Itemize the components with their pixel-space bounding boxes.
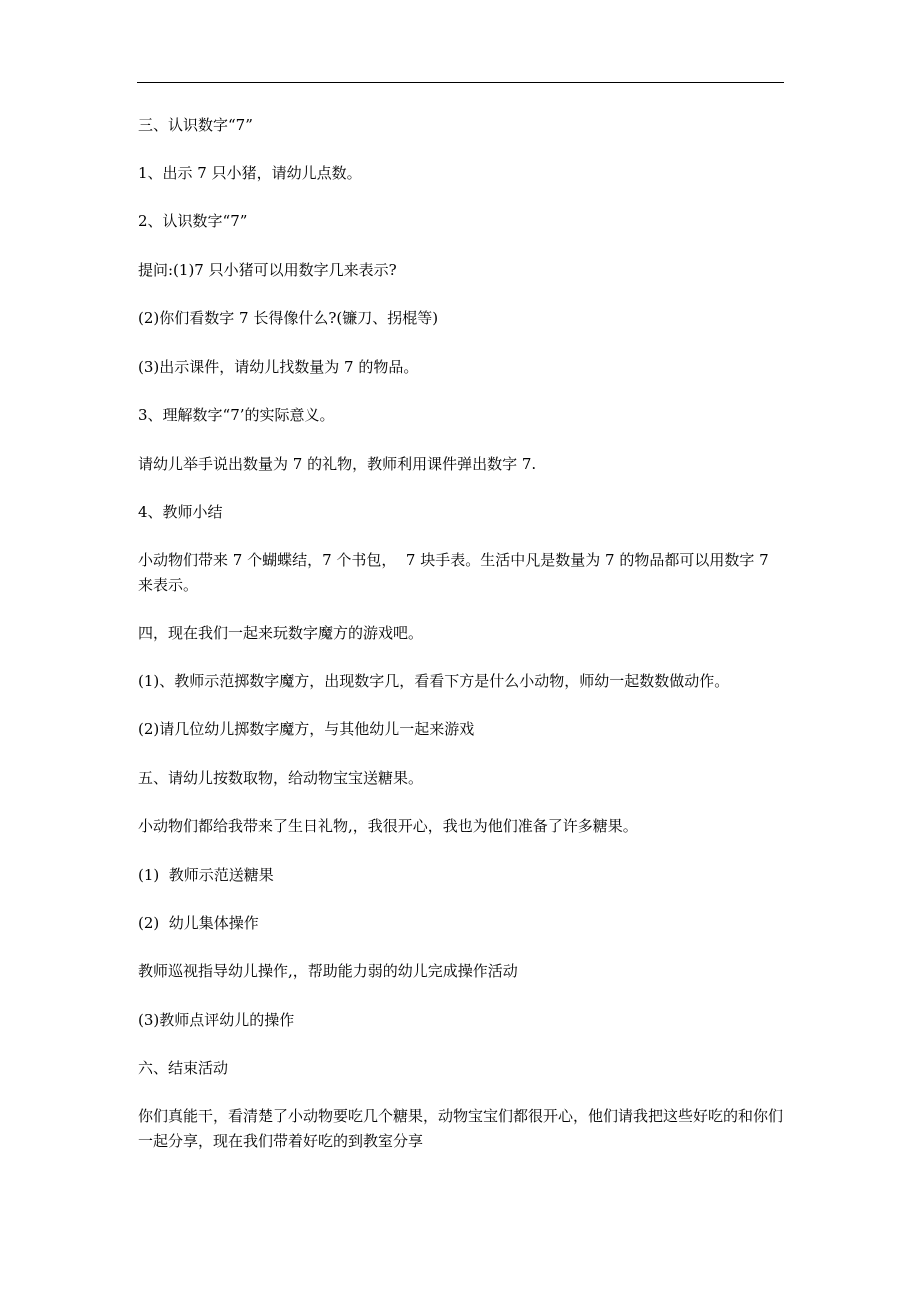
candy-step-3: (3)教师点评幼儿的操作 xyxy=(138,1011,295,1029)
teacher-guidance: 教师巡视指导幼儿操作,，帮助能力弱的幼儿完成操作活动 xyxy=(138,962,518,980)
game-step-1: (1)、教师示范掷数字魔方，出现数字几，看看下方是什么小动物，师幼一起数数做动作。 xyxy=(138,672,730,690)
candy-intro: 小动物们都给我带来了生日礼物,，我很开心，我也为他们准备了许多糖果。 xyxy=(138,817,638,835)
section-heading-5: 五、请幼儿按数取物，给动物宝宝送糖果。 xyxy=(138,769,424,787)
game-step-2: (2)请几位幼儿掷数字魔方，与其他幼儿一起来游戏 xyxy=(138,720,475,738)
section-heading-4: 四，现在我们一起来玩数字魔方的游戏吧。 xyxy=(138,624,424,642)
step-4-summary: 小动物们带来 7 个蝴蝶结，7 个书包， 7 块手表。生活中凡是数量为 7 的物品都可以用数字 7 来表示。 xyxy=(138,551,774,594)
section-heading-6: 六、结束活动 xyxy=(138,1059,229,1077)
closing-paragraph: 你们真能干，看清楚了小动物要吃几个糖果，动物宝宝们都很开心，他们请我把这些好吃的和你们一起分享，现在我们带着好吃的到教室分享 xyxy=(138,1107,784,1150)
question-1: 提问:(1)7 只小猪可以用数字几来表示? xyxy=(138,261,397,279)
section-heading-3: 三、认识数字“7” xyxy=(138,116,253,134)
step-2: 2、认识数字“7” xyxy=(138,212,248,230)
question-3: (3)出示课件，请幼儿找数量为 7 的物品。 xyxy=(138,358,419,376)
candy-step-2: (2) 幼儿集体操作 xyxy=(138,914,259,932)
step-3-detail: 请幼儿举手说出数量为 7 的礼物，教师利用课件弹出数字 7. xyxy=(138,455,537,473)
question-2: (2)你们看数字 7 长得像什么?(镰刀、拐棍等) xyxy=(138,309,439,327)
header-rule xyxy=(137,82,784,83)
candy-step-1: (1) 教师示范送糖果 xyxy=(138,866,274,884)
step-1: 1、出示 7 只小猪，请幼儿点数。 xyxy=(138,164,362,182)
step-4: 4、教师小结 xyxy=(138,503,223,521)
step-3: 3、理解数字“7’的实际意义。 xyxy=(138,406,335,424)
